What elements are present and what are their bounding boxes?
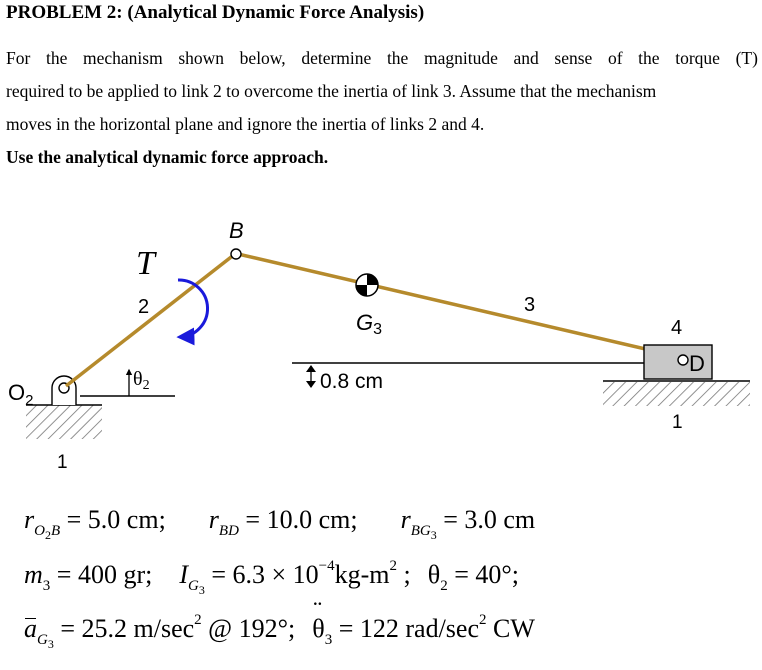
- statement-word: and: [513, 48, 539, 68]
- r-bd-sub: BD: [218, 523, 239, 539]
- statement-line-3: moves in the horizontal plane and ignore the inertia of links 2 and 4.: [6, 114, 485, 134]
- offset-dimension-arrow: [306, 365, 316, 388]
- r-bg3-symbol: r: [400, 505, 411, 534]
- r-bg3-sub: BG: [410, 523, 431, 539]
- m3-sub: 3: [42, 578, 51, 594]
- label-d: D: [689, 351, 705, 376]
- theta2-sub: 2: [440, 578, 448, 594]
- ig3-value: = 6.3 × 10: [204, 560, 319, 589]
- label-link-4: 4: [671, 317, 683, 339]
- statement-word: For: [6, 48, 31, 68]
- m3-symbol: m: [24, 560, 43, 589]
- ag3-sub2: 3: [47, 637, 54, 651]
- r-bg3-value: = 3.0 cm: [436, 505, 536, 534]
- ig3-unit-exponent: 2: [389, 558, 398, 574]
- ig3-end: ;: [397, 560, 411, 589]
- alpha3-symbol: ¨ θ: [312, 614, 324, 644]
- r-bg3-sub2: 3: [430, 528, 437, 542]
- ground-right: [603, 381, 750, 406]
- ig3-sub2: 3: [198, 583, 205, 597]
- alpha3-sub: 3: [324, 632, 333, 648]
- r-o2b-sub1: O: [34, 523, 45, 539]
- r-o2b-value: = 5.0 cm;: [60, 505, 166, 534]
- label-link-2: 2: [138, 296, 150, 318]
- joint-d: [678, 355, 688, 365]
- statement-word: the: [45, 48, 68, 68]
- ig3-exponent: −4: [318, 558, 335, 574]
- ig3-sub: G: [188, 578, 199, 594]
- statement-word: sense: [554, 48, 593, 68]
- statement-word: magnitude: [423, 48, 498, 68]
- ag3-symbol: a: [24, 614, 37, 643]
- r-bd-symbol: r: [208, 505, 219, 534]
- alpha3-direction: CW: [486, 614, 535, 643]
- statement-word: torque: [675, 48, 720, 68]
- alpha3-exponent: 2: [479, 612, 487, 628]
- statement-word: of: [607, 48, 623, 68]
- ig3-symbol: I: [179, 560, 188, 589]
- ag3-value: = 25.2 m/sec: [53, 614, 195, 643]
- m3-value: = 400 gr;: [50, 560, 153, 589]
- given-line-3: [24, 612, 535, 651]
- r-o2b-sub2: 2: [44, 528, 51, 542]
- label-t: T: [136, 245, 155, 282]
- statement-word: below,: [239, 48, 286, 68]
- statement-word: determine: [301, 48, 372, 68]
- statement-word: (T): [735, 48, 758, 68]
- label-theta2: $\theta_2$: [133, 368, 150, 393]
- r-o2b-symbol: r: [24, 505, 35, 534]
- ground-left: [26, 405, 102, 439]
- label-ground-left: 1: [57, 452, 68, 473]
- theta2-symbol: θ: [427, 560, 441, 589]
- link-3: [238, 254, 684, 358]
- statement-word: the: [638, 48, 660, 68]
- label-ground-right: 1: [672, 412, 683, 433]
- problem-title: PROBLEM 2: (Analytical Dynamic Force Analysis): [6, 2, 425, 23]
- method-instruction: Use the analytical dynamic force approach.: [6, 147, 329, 167]
- statement-word: shown: [178, 48, 225, 68]
- ag3-direction: @ 192°;: [201, 614, 296, 643]
- statement-word: the: [386, 48, 409, 68]
- label-o2: $O_2$: [8, 380, 34, 409]
- theta2-value: = 40°;: [447, 560, 520, 589]
- r-bd-value: = 10.0 cm;: [238, 505, 358, 534]
- label-b: B: [229, 218, 244, 243]
- label-offset: 0.8 cm: [320, 370, 384, 393]
- ig3-unit: kg-m: [334, 560, 390, 589]
- r-o2b-sub3: B: [50, 523, 61, 539]
- label-link-3: 3: [524, 294, 536, 316]
- ag3-exponent: 2: [194, 612, 202, 628]
- given-line-1: [24, 505, 536, 542]
- given-line-2: [24, 558, 520, 597]
- statement-word: mechanism: [82, 48, 163, 68]
- ag3-sub: G: [37, 632, 48, 648]
- joint-b: [231, 249, 241, 259]
- center-of-mass-g3-icon: [356, 274, 378, 296]
- statement-line-2: required to be applied to link 2 to overcome the inertia of link 3. Assume that the mechanism: [6, 81, 657, 101]
- label-g3: G3: [356, 310, 383, 338]
- alpha3-value: = 122 rad/sec: [332, 614, 479, 643]
